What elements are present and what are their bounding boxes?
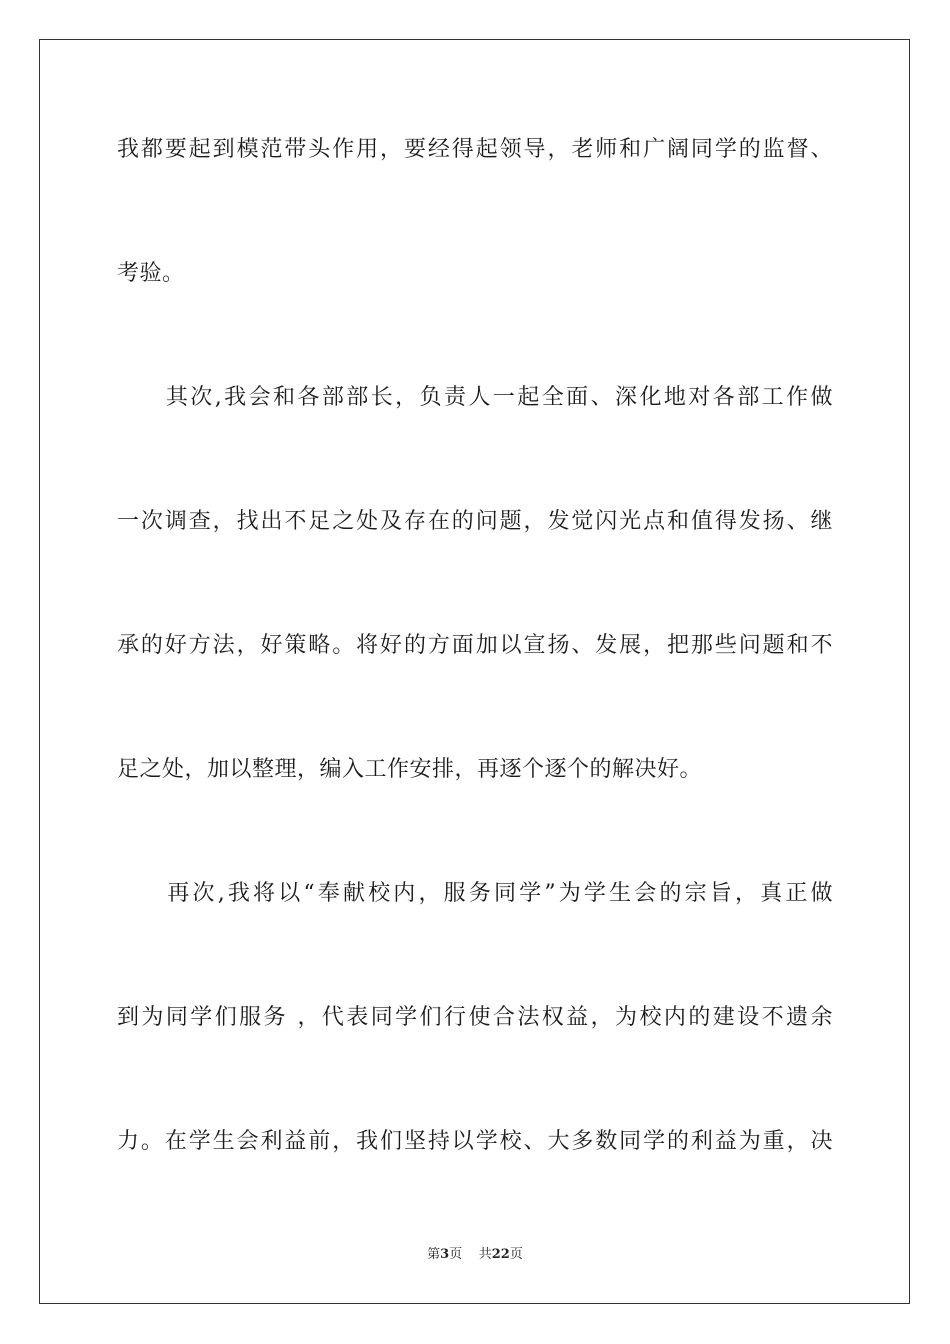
body-text-line: 再次,我将以“奉献校内，服务同学”为学生会的宗旨，真正做	[117, 881, 833, 906]
total-suffix: 页	[509, 1247, 523, 1262]
page-suffix: 页	[449, 1247, 463, 1262]
total-prefix: 共	[478, 1247, 492, 1262]
body-text-line: 我都要起到模范带头作用，要经得起领导，老师和广阔同学的监督、	[117, 137, 833, 162]
body-text-line: 足之处，加以整理，编入工作安排，再逐个逐个的解决好。	[117, 757, 703, 782]
page-border	[39, 39, 910, 1304]
body-text-line: 考验。	[117, 261, 185, 286]
body-text-line: 其次,我会和各部部长，负责人一起全面、深化地对各部工作做	[117, 385, 833, 410]
page-prefix: 第	[427, 1247, 441, 1262]
body-text-line: 力。在学生会利益前，我们坚持以学校、大多数同学的利益为重，决	[117, 1129, 833, 1154]
body-text-line: 到为同学们服务 ，代表同学们行使合法权益，为校内的建设不遗余	[117, 1005, 833, 1030]
page-current-number: 3	[440, 1247, 450, 1262]
body-text-line: 一次调查，找出不足之处及存在的问题，发觉闪光点和值得发扬、继	[117, 509, 833, 534]
body-text-line: 承的好方法，好策略。将好的方面加以宣扬、发展，把那些问题和不	[117, 633, 833, 658]
page-footer	[0, 1246, 950, 1264]
page-total-number: 22	[491, 1247, 510, 1262]
